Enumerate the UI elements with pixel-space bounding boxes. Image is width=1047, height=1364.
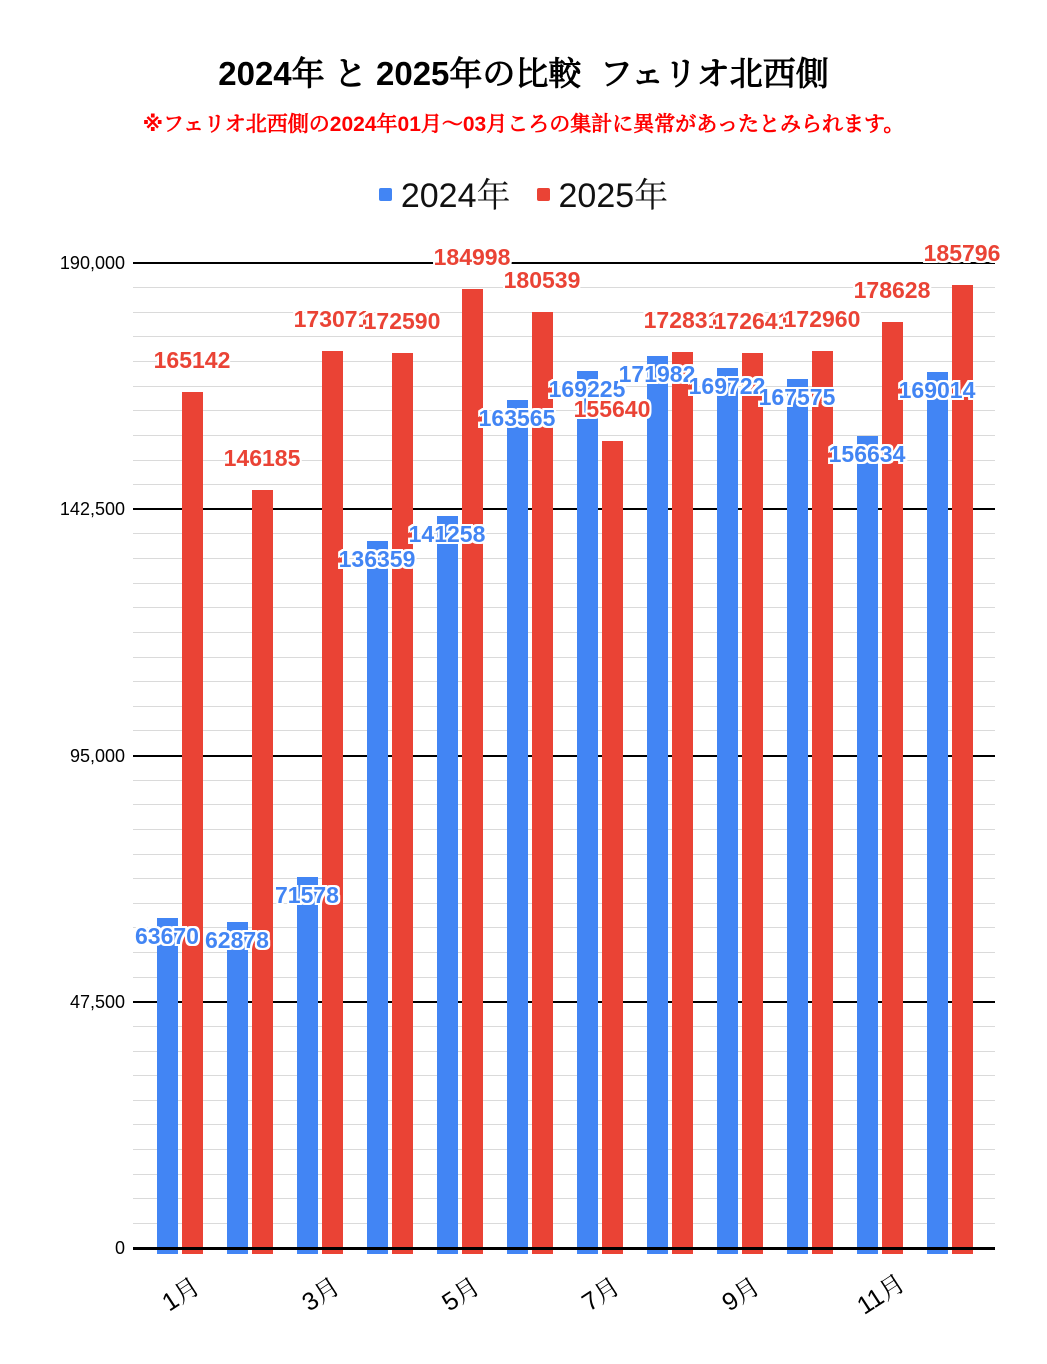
data-label-2024年-4月: 136359 <box>338 546 416 573</box>
bar-2024年-7月[interactable] <box>577 371 598 1254</box>
bar-2025年-2月[interactable] <box>252 490 273 1254</box>
data-label-2025年-6月: 180539 <box>503 267 581 294</box>
legend-label-2025: 2025年 <box>558 177 669 215</box>
bar-2025年-9月[interactable] <box>742 353 763 1254</box>
bar-2025年-6月[interactable] <box>532 312 553 1254</box>
bar-2024年-12月[interactable] <box>927 372 948 1254</box>
legend <box>0 168 1047 217</box>
y-axis-tick-label: 142,500 <box>59 499 125 520</box>
legend-label-2024: 2024年 <box>400 177 511 215</box>
bar-2024年-2月[interactable] <box>227 922 248 1254</box>
y-axis-tick-label: 190,000 <box>59 253 125 273</box>
data-label-2024年-3月: 71578 <box>275 881 339 908</box>
data-label-2025年-5月: 184998 <box>433 243 511 270</box>
bar-2025年-8月[interactable] <box>672 352 693 1254</box>
data-label-2024年-11月: 156634 <box>828 440 906 467</box>
legend-item-2025[interactable] <box>537 168 669 217</box>
major-gridline <box>133 262 995 264</box>
legend-swatch-2024-icon <box>379 188 392 201</box>
legend-swatch-2025-icon <box>537 188 550 201</box>
bar-2025年-12月[interactable] <box>952 285 973 1254</box>
y-axis-tick-label: 0 <box>114 1238 125 1258</box>
bar-2024年-8月[interactable] <box>647 356 668 1254</box>
legend-item-2024[interactable] <box>379 168 511 217</box>
data-label-2025年-1月: 165142 <box>153 346 231 373</box>
data-label-2024年-7月: 169225 <box>548 375 626 402</box>
x-axis-tick-label-3月: 3月 <box>296 1272 345 1318</box>
data-label-2025年-9月: 172641 <box>713 307 791 334</box>
x-axis-tick-label-11月: 11月 <box>851 1269 910 1321</box>
data-label-2025年-11月: 178628 <box>853 276 931 303</box>
chart-title: 2024年 と 2025年の比較 フェリオ北西側 <box>218 55 829 92</box>
bar-2025年-7月[interactable] <box>602 441 623 1254</box>
data-label-2024年-8月: 171982 <box>618 361 696 388</box>
x-axis-tick-label-7月: 7月 <box>576 1272 625 1318</box>
data-label-2025年-3月: 173071 <box>293 305 371 332</box>
data-label-2025年-8月: 172831 <box>643 307 721 333</box>
data-label-2025年-4月: 172590 <box>363 308 441 335</box>
minor-gridline <box>133 336 995 337</box>
bar-2025年-4月[interactable] <box>392 353 413 1254</box>
bar-2025年-10月[interactable] <box>812 351 833 1254</box>
bar-2024年-5月[interactable] <box>437 516 458 1254</box>
data-label-2024年-9月: 169722 <box>688 373 766 400</box>
data-label-2025年-2月: 146185 <box>223 445 301 472</box>
x-axis-tick-label-5月: 5月 <box>436 1272 485 1318</box>
bar-2024年-10月[interactable] <box>787 379 808 1254</box>
bar-2024年-1月[interactable] <box>157 918 178 1254</box>
data-label-2025年-10月: 172960 <box>783 306 861 333</box>
bar-2025年-1月[interactable] <box>182 392 203 1254</box>
bar-2024年-11月[interactable] <box>857 436 878 1254</box>
data-label-2024年-10月: 167575 <box>758 384 836 411</box>
x-axis-line <box>133 1247 995 1250</box>
chart-subtitle-warning: ※フェリオ北西側の2024年01月～03月ころの集計に異常があったとみられます。 <box>142 113 905 136</box>
y-axis-tick-label: 95,000 <box>69 745 125 766</box>
bar-2024年-9月[interactable] <box>717 368 738 1254</box>
bar-2025年-5月[interactable] <box>462 289 483 1254</box>
y-axis-tick-label: 47,500 <box>69 991 125 1012</box>
x-axis-tick-label-9月: 9月 <box>716 1272 765 1318</box>
data-label-2025年-12月: 185796 <box>923 239 1001 266</box>
data-label-2024年-5月: 141258 <box>408 520 486 547</box>
data-label-2024年-6月: 163565 <box>478 405 556 432</box>
x-axis-tick-label-1月: 1月 <box>156 1272 205 1318</box>
data-label-2024年-12月: 169014 <box>898 376 976 403</box>
bar-2025年-3月[interactable] <box>322 351 343 1254</box>
data-label-2024年-2月: 62878 <box>205 927 269 954</box>
data-label-2025年-7月: 155640 <box>573 396 651 423</box>
data-label-2024年-1月: 63670 <box>135 922 199 949</box>
